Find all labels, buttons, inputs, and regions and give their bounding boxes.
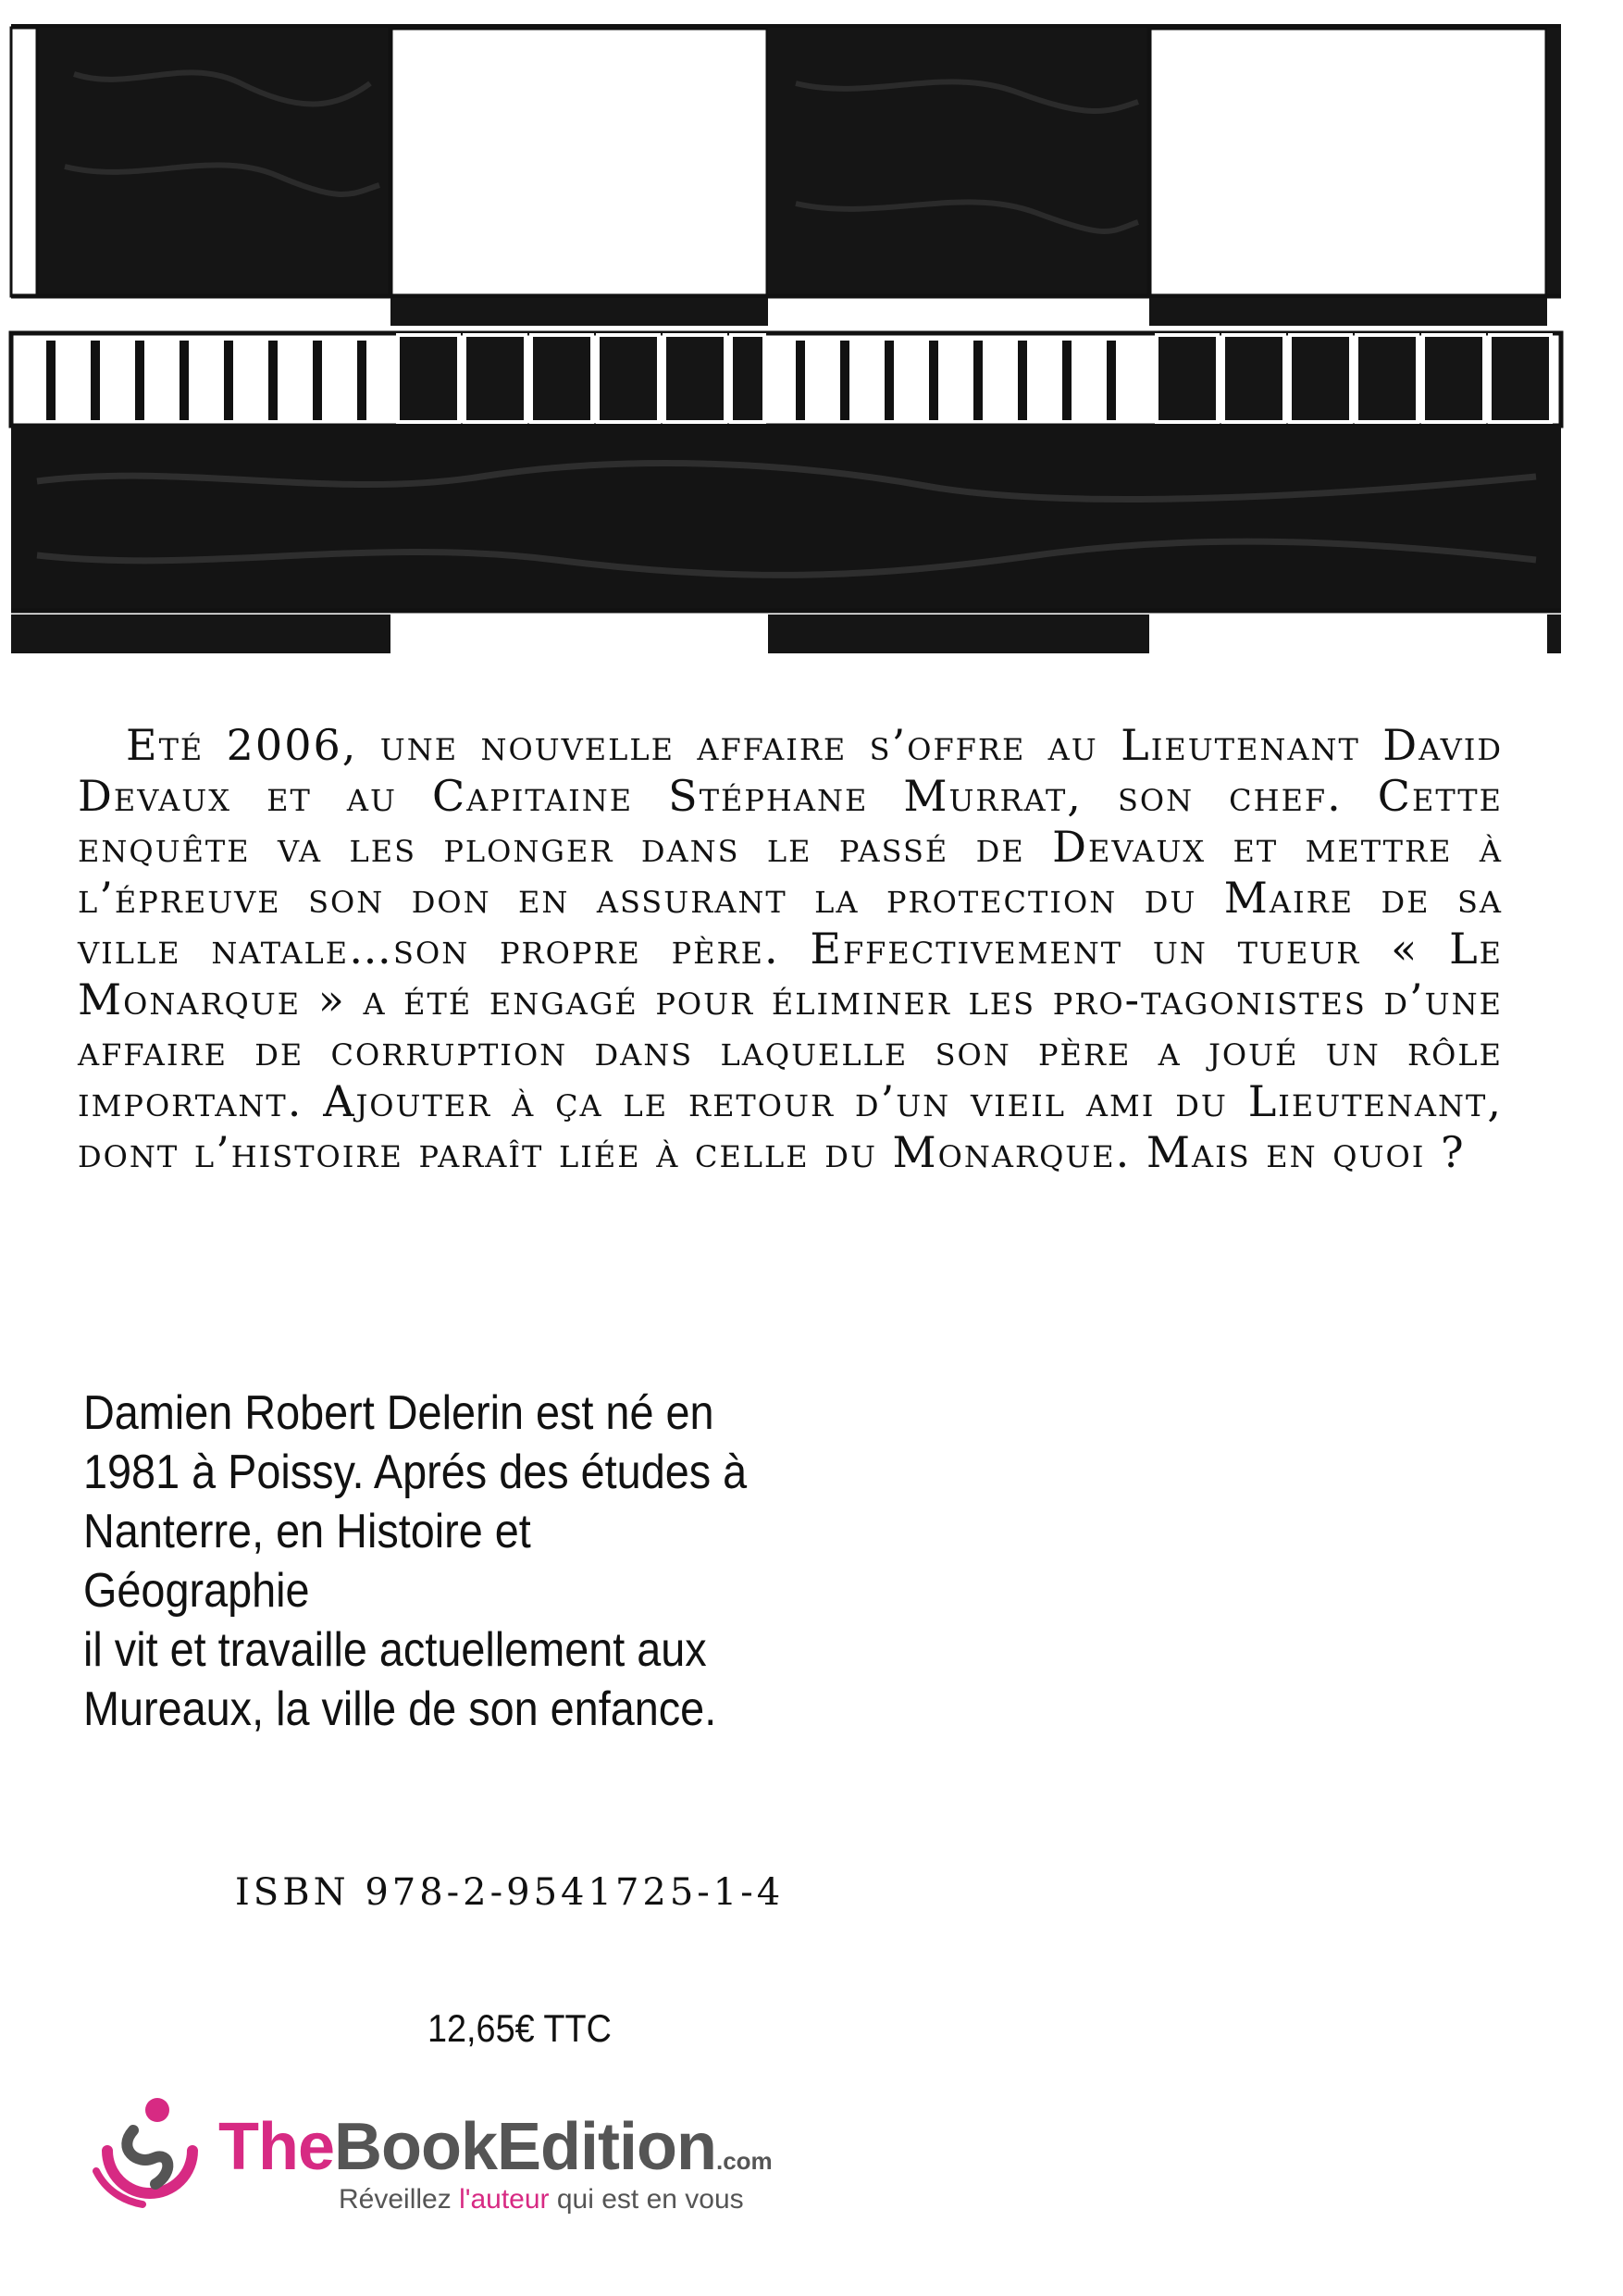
bio-line: il vit et travaille actuellement aux [83, 1623, 707, 1677]
wordmark-the: The [218, 2110, 335, 2184]
building-facade-drawing [0, 0, 1623, 657]
isbn-number: ISBN 978-2-9541725-1-4 [235, 1871, 785, 1914]
tagline-end: qui est en vous [549, 2184, 744, 2215]
bio-line: Damien Robert Delerin est né en [83, 1386, 714, 1440]
tagline-start: Réveillez [339, 2184, 460, 2215]
synopsis-text: Eté 2006, une nouvelle affaire s’offre au Lieutenant David Devaux et au Capitaine Stéphane Murrat, son chef. Cette enquête va les plonger dans le passé de Devaux et mettre à l’épreuve son don en assurant la protection du Maire de sa ville natale…son propre père. Effectivement un tueur « Le Monarque » a été engagé pour éliminer les pro-tagonistes d’une affaire de corruption dans laquelle son père a joué un rôle important. Ajouter à ça le retour d’un vieil ami du Lieutenant, dont l’histoire paraît liée à celle du Monarque. Mais en quoi ? [78, 720, 1503, 1177]
price-label: 12,65€ TTC [427, 2006, 612, 2050]
bio-line: Mureaux, la ville de son enfance. [83, 1682, 717, 1736]
author-bio [83, 1384, 750, 1739]
publisher-logo [89, 2093, 848, 2214]
publisher-emblem-icon [89, 2093, 209, 2214]
bio-line: Nanterre, en Histoire et Géographie [83, 1505, 531, 1618]
wordmark-edition: Edition [497, 2110, 716, 2184]
bio-line: 1981 à Poissy. Aprés des études à [83, 1446, 748, 1499]
wordmark-com: .com [715, 2147, 773, 2175]
tagline-accent: l'auteur [459, 2184, 550, 2215]
publisher-tagline [339, 2184, 744, 2215]
wordmark-book: Book [334, 2110, 498, 2184]
cover-illustration [0, 0, 1623, 657]
